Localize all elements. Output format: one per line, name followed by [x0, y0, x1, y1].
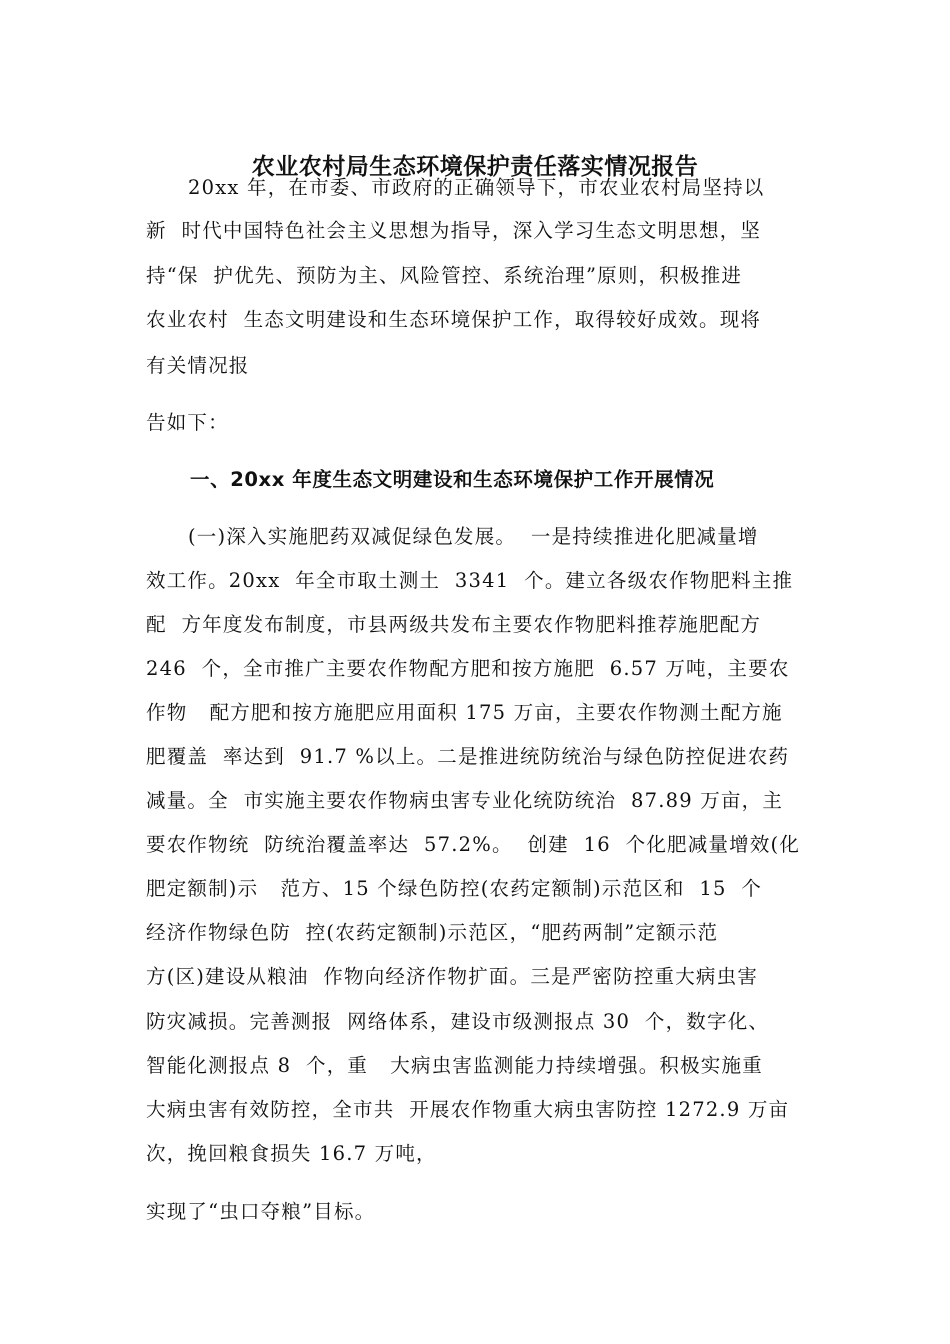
- paragraph-line: 作物 配方肥和按方施肥应用面积 175 万亩，主要农作物测土配方施: [146, 701, 783, 724]
- paragraph-line: 新 时代中国特色社会主义思想为指导，深入学习生态文明思想，坚: [146, 219, 762, 242]
- paragraph-line: 经济作物绿色防 控(农药定额制)示范区，“肥药两制”定额示范: [146, 921, 719, 944]
- paragraph-line: (一)深入实施肥药双减促绿色发展。 一是持续推进化肥减量增: [188, 525, 759, 548]
- paragraph-line: 要农作物统 防统治覆盖率达 57.2%。 创建 16 个化肥减量增效(化: [146, 833, 801, 856]
- paragraph-line: 大病虫害有效防控，全市共 开展农作物重大病虫害防控 1272.9 万亩: [146, 1098, 790, 1121]
- paragraph-line: 减量。全 市实施主要农作物病虫害专业化统防统治 87.89 万亩，主: [146, 789, 784, 812]
- paragraph-line: 方(区)建设从粮油 作物向经济作物扩面。三是严密防控重大病虫害: [146, 965, 759, 988]
- paragraph-line: 防灾减损。完善测报 网络体系，建设市级测报点 30 个，数字化、: [146, 1010, 770, 1033]
- paragraph-line: 有关情况报: [146, 354, 250, 377]
- document-title: 农业农村局生态环境保护责任落实情况报告: [251, 154, 699, 180]
- paragraph-line: 246 个，全市推广主要农作物配方肥和按方施肥 6.57 万吨，主要农: [146, 657, 790, 680]
- section-heading: 一、20xx 年度生态文明建设和生态环境保护工作开展情况: [190, 468, 715, 491]
- paragraph-line: 实现了“虫口夺粮”目标。: [146, 1200, 376, 1223]
- paragraph-line: 农业农村 生态文明建设和生态环境保护工作，取得较好成效。现将: [146, 308, 762, 331]
- paragraph-line: 配 方年度发布制度，市县两级共发布主要农作物肥料推荐施肥配方: [146, 613, 762, 636]
- paragraph-line: 智能化测报点 8 个，重 大病虫害监测能力持续增强。积极实施重: [146, 1054, 763, 1077]
- paragraph-line: 持“保 护优先、预防为主、风险管控、系统治理”原则，积极推进: [146, 264, 743, 287]
- paragraph-line: 告如下：: [146, 411, 229, 434]
- paragraph-line: 20xx 年，在市委、市政府的正确领导下，市农业农村局坚持以: [188, 176, 765, 199]
- paragraph-line: 效工作。20xx 年全市取土测土 3341 个。建立各级农作物肥料主推: [146, 569, 794, 592]
- paragraph-line: 次，挽回粮食损失 16.7 万吨，: [146, 1142, 437, 1165]
- paragraph-line: 肥覆盖 率达到 91.7 %以上。二是推进统防统治与绿色防控促进农药: [146, 745, 790, 768]
- paragraph-line: 肥定额制)示 范方、15 个绿色防控(农药定额制)示范区和 15 个: [146, 877, 763, 900]
